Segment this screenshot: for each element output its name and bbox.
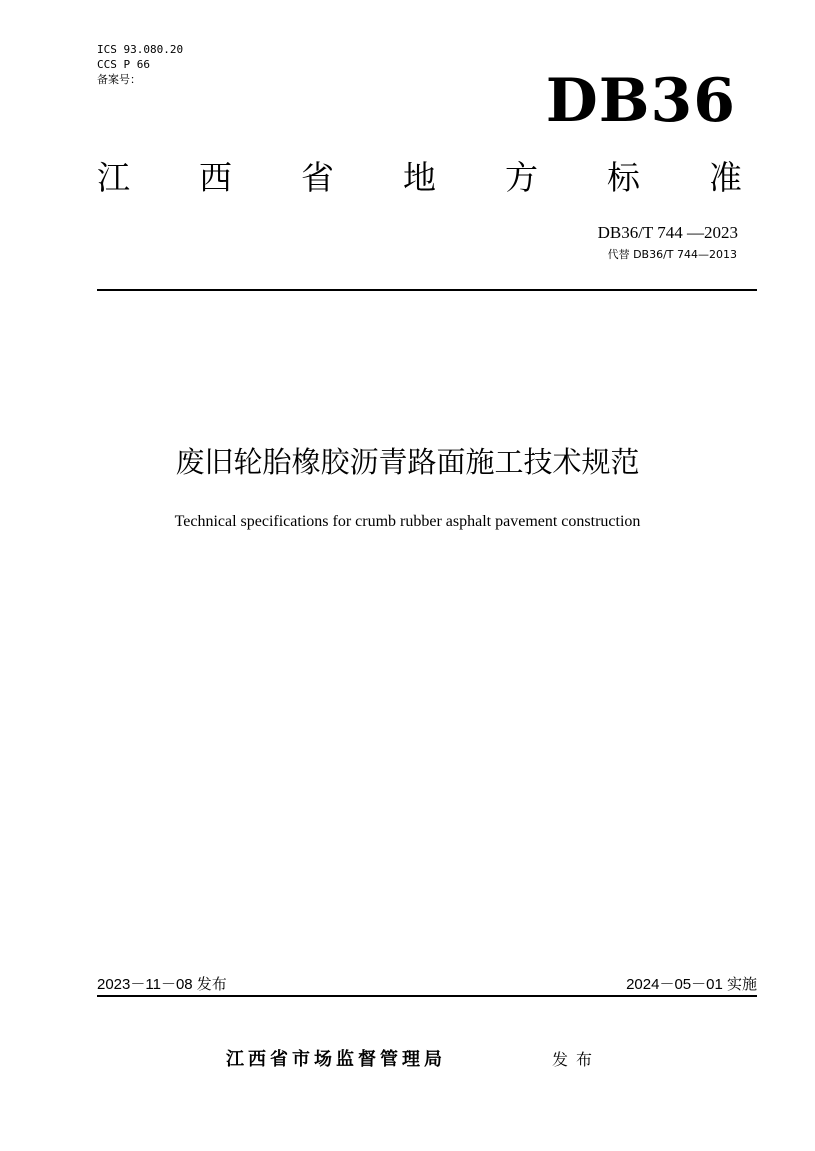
- document-title-chinese: 废旧轮胎橡胶沥青路面施工技术规范: [175, 445, 640, 479]
- standard-type-char: 西: [199, 158, 232, 197]
- record-number-label: 备案号：: [97, 73, 141, 86]
- bottom-divider: [97, 995, 757, 997]
- document-title-english: Technical specifications for crumb rubber asphalt pavement construction: [174, 513, 641, 530]
- standard-type-char: 地: [403, 158, 436, 197]
- issued-label: 发布: [552, 1050, 601, 1069]
- standard-type-char: 江: [97, 158, 130, 197]
- replaces-note: 代替 DB36/T 744—2013: [607, 248, 737, 261]
- ics-code: ICS 93.080.20: [97, 43, 184, 56]
- standard-type-char: 标: [607, 158, 640, 197]
- standard-type-char: 省: [301, 158, 334, 197]
- effective-date: 2024－05－01 实施: [626, 976, 757, 993]
- standard-type-char: 准: [709, 158, 742, 197]
- classification-block: [97, 42, 183, 87]
- issuing-authority: 江西省市场监督管理局: [226, 1049, 446, 1070]
- top-divider: [97, 289, 757, 291]
- release-date: 2023－11－08 发布: [97, 976, 227, 993]
- standard-number: DB36/T 744 —2023: [597, 223, 738, 242]
- ccs-code: CCS P 66: [97, 58, 150, 71]
- db36-logo: DB36: [545, 66, 736, 136]
- standard-type-char: 方: [505, 158, 538, 197]
- standard-type-heading: [97, 158, 742, 198]
- date-row: [97, 975, 757, 995]
